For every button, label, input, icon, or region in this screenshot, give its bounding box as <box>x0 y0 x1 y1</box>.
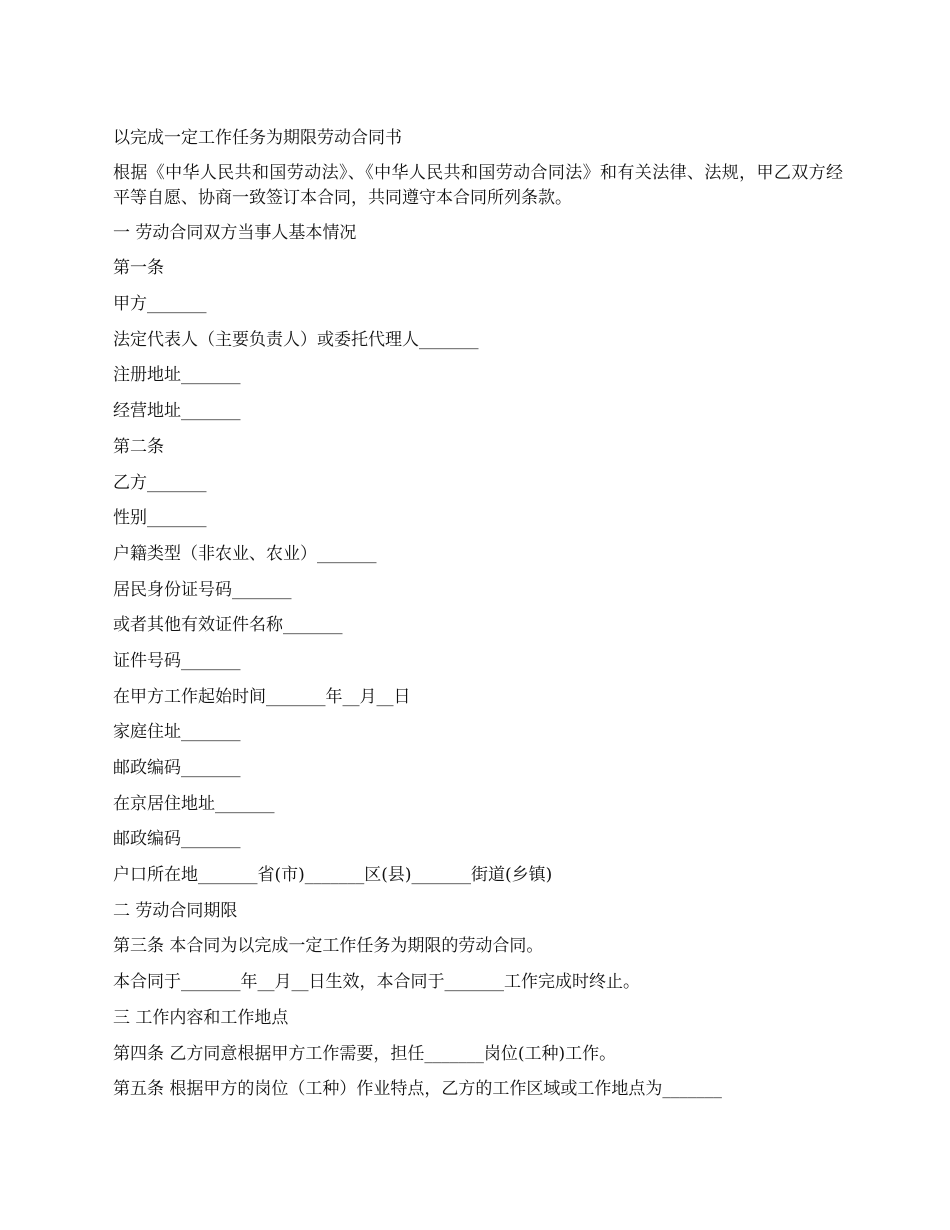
article-3: 第三条 本合同为以完成一定工作任务为期限的劳动合同。 <box>113 936 544 957</box>
other-certificate-name-field: 或者其他有效证件名称_______ <box>113 615 343 636</box>
business-address-field: 经营地址_______ <box>113 401 241 422</box>
section-heading-term: 二 劳动合同期限 <box>113 900 238 921</box>
postal-code-field: 邮政编码_______ <box>113 758 241 778</box>
start-date-field: 在甲方工作起始时间_______年__月__日 <box>113 686 411 707</box>
section-heading-parties: 一 劳动合同双方当事人基本情况 <box>113 222 357 243</box>
intro-paragraph: 根据《中华人民共和国劳动法》、《中华人民共和国劳动合同法》和有关法律、法规，甲乙双方经平等自愿、协商一致签订本合同，共同遵守本合同所列条款。 <box>113 162 843 208</box>
household-type-field: 户籍类型（非农业、农业）_______ <box>113 543 377 564</box>
effective-date-clause: 本合同于_______年__月__日生效，本合同于_______工作完成时终止。 <box>113 972 640 993</box>
gender-field: 性别_______ <box>113 508 207 529</box>
article-1-heading: 第一条 <box>113 258 164 279</box>
beijing-address-field: 在京居住地址_______ <box>113 793 275 814</box>
contract-document <box>113 125 843 1112</box>
section-heading-work: 三 工作内容和工作地点 <box>113 1007 289 1028</box>
legal-representative-field: 法定代表人（主要负责人）或委托代理人_______ <box>113 329 479 350</box>
article-2-heading: 第二条 <box>113 436 164 457</box>
article-4: 第四条 乙方同意根据甲方工作需要，担任_______岗位(工种)工作。 <box>113 1043 617 1064</box>
party-a-field: 甲方_______ <box>113 294 207 315</box>
article-5: 第五条 根据甲方的岗位（工种）作业特点，乙方的工作区域或工作地点为_______ <box>113 1079 722 1100</box>
id-number-field: 居民身份证号码_______ <box>113 579 292 600</box>
registered-address-field: 注册地址_______ <box>113 365 241 386</box>
document-title: 以完成一定工作任务为期限劳动合同书 <box>113 128 402 148</box>
postal-code-field-2: 邮政编码_______ <box>113 829 241 850</box>
home-address-field: 家庭住址_______ <box>113 722 241 743</box>
household-registration-field: 户口所在地_______省(市)_______区(县)_______街道(乡镇) <box>113 865 553 886</box>
certificate-number-field: 证件号码_______ <box>113 650 241 671</box>
party-b-field: 乙方_______ <box>113 472 207 493</box>
